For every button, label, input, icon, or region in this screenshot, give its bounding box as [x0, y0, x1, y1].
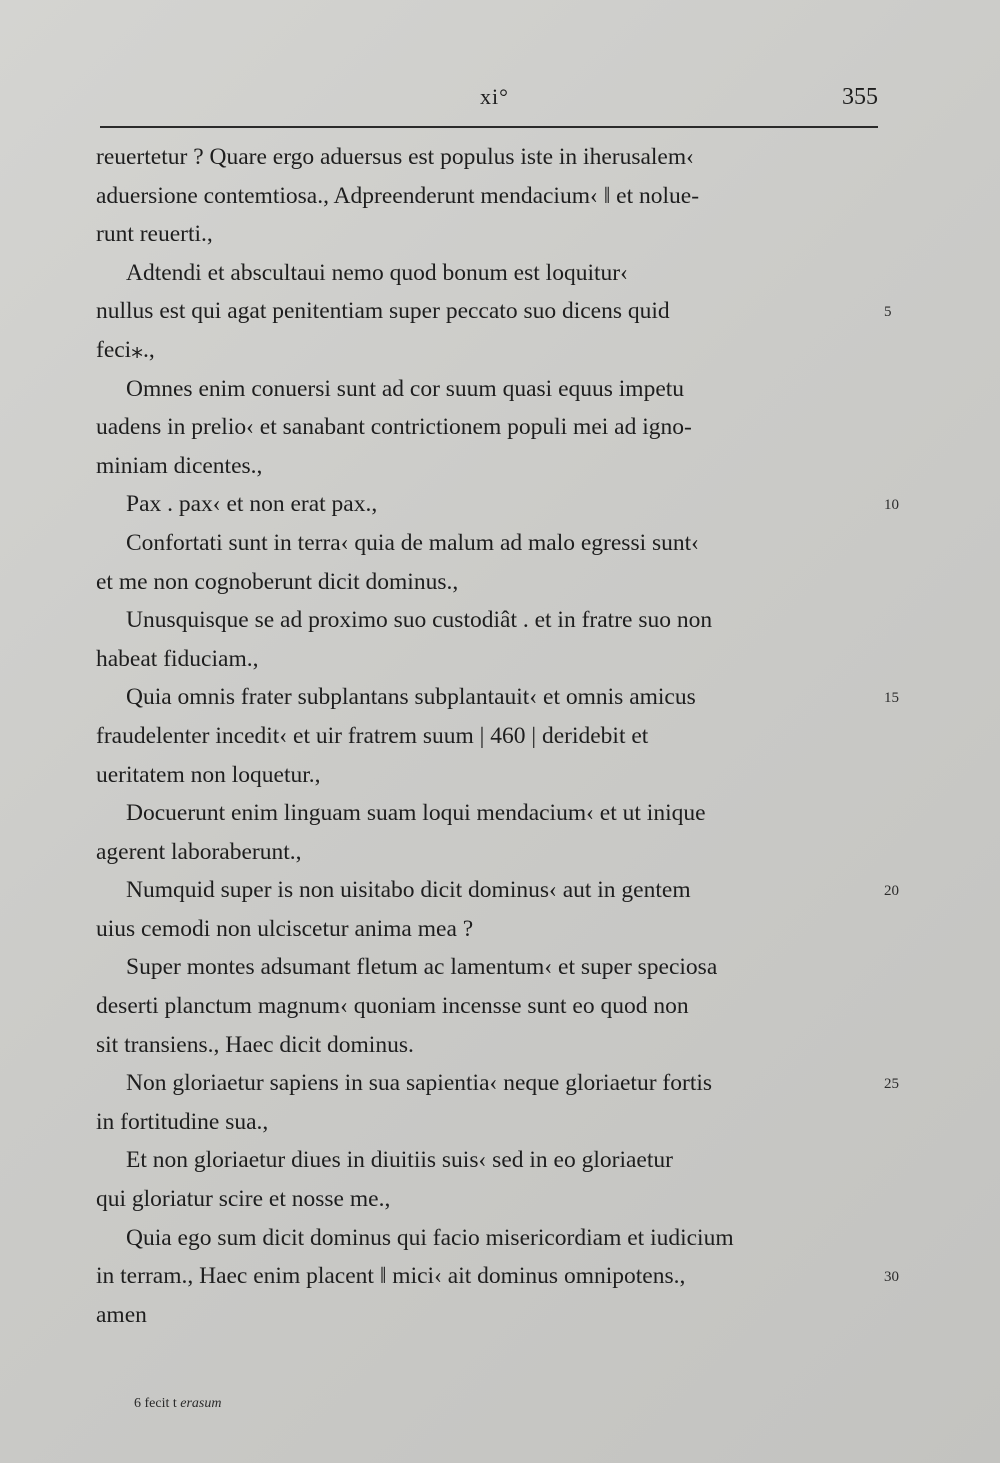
footnote-text: 6 fecit t [134, 1396, 177, 1411]
text-line: Confortati sunt in terra‹ quia de malum ad malo egressi sunt‹ [126, 529, 699, 556]
text-line: nullus est qui agat penitentiam super peccato suo dicens quid [96, 298, 670, 325]
footnote-italic: erasum [180, 1396, 222, 1411]
page-header [100, 84, 878, 120]
text-line: Omnes enim conuersi sunt ad cor suum quasi equus impetu [126, 375, 685, 402]
text-line: Quia omnis frater subplantans subplantauit‹ et omnis amicus [126, 684, 696, 711]
text-line: Numquid super is non uisitabo dicit dominus‹ aut in gentem [126, 877, 691, 904]
text-line: aduersione contemtiosa., Adpreenderunt mendacium‹ ‖ et nolue- [96, 182, 700, 209]
text-line: Super montes adsumant fletum ac lamentum‹ et super speciosa [126, 954, 718, 981]
text-line: feci⁎., [96, 336, 155, 363]
text-line: amen [96, 1301, 147, 1328]
text-line: Unusquisque se ad proximo suo custodiât . et in fratre suo non [126, 607, 713, 634]
header-rule [100, 126, 878, 128]
text-line: Et non gloriaetur diues in diuitiis suis‹ sed in eo gloriaetur [126, 1147, 673, 1174]
text-line: deserti planctum magnum‹ quoniam incensse sunt eo quod non [96, 993, 689, 1020]
text-line: Adtendi et abscultaui nemo quod bonum est loquitur‹ [126, 259, 628, 286]
line-number: 30 [884, 1269, 899, 1286]
text-line: runt reuerti., [96, 221, 213, 248]
text-line: sit transiens., Haec dicit dominus. [96, 1031, 414, 1058]
text-line: Quia ego sum dicit dominus qui facio misericordiam et iudicium [126, 1224, 734, 1251]
body-text [96, 138, 876, 1334]
text-line: uadens in prelio‹ et sanabant contrictionem populi mei ad igno- [96, 414, 692, 441]
line-number: 10 [884, 497, 899, 514]
text-line: Pax . pax‹ et non erat pax., [126, 491, 378, 518]
text-line: agerent laboraberunt., [96, 838, 302, 865]
page-number: 355 [842, 84, 878, 110]
text-line: Docuerunt enim linguam suam loqui mendacium‹ et ut inique [126, 800, 706, 827]
text-line: miniam dicentes., [96, 452, 263, 479]
text-line: in fortitudine sua., [96, 1108, 269, 1135]
running-title: xi° [480, 84, 509, 109]
text-line: Non gloriaetur sapiens in sua sapientia‹ neque gloriaetur fortis [126, 1070, 713, 1097]
text-line: ueritatem non loquetur., [96, 761, 321, 788]
line-number: 25 [884, 1076, 899, 1093]
text-line: uius cemodi non ulciscetur anima mea ? [96, 915, 474, 942]
line-number: 5 [884, 304, 892, 321]
text-line: qui gloriatur scire et nosse me., [96, 1186, 391, 1213]
text-line: in terram., Haec enim placent ‖ mici‹ ait dominus omnipotens., [96, 1263, 686, 1290]
text-line: reuertetur ? Quare ergo aduersus est populus iste in iherusalem‹ [96, 144, 694, 170]
line-number: 15 [884, 690, 899, 707]
text-line: fraudelenter incedit‹ et uir fratrem suum | 460 | deridebit et [96, 722, 649, 749]
text-line: habeat fiduciam., [96, 645, 259, 672]
text-line: et me non cognoberunt dicit dominus., [96, 568, 459, 595]
line-number: 20 [884, 883, 899, 900]
footnote [134, 1396, 222, 1412]
